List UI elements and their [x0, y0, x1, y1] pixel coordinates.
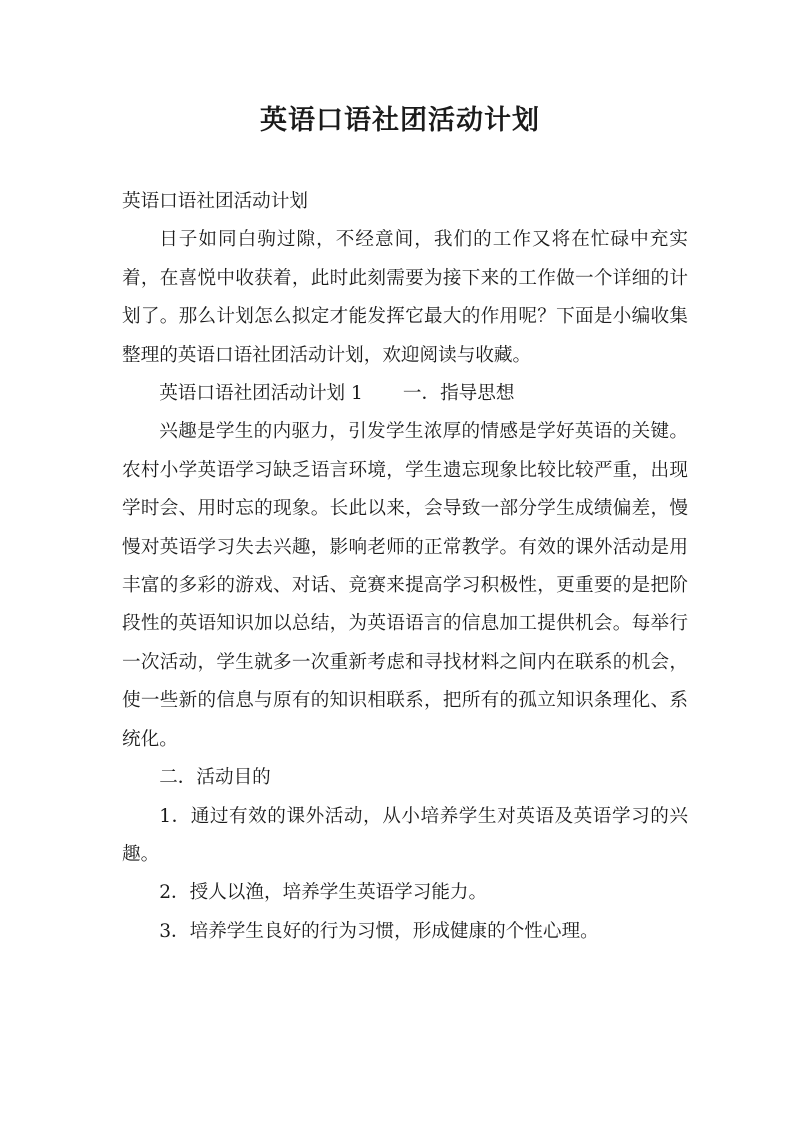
list-item-purpose-2: 2．授人以渔，培养学生英语学习能力。: [159, 882, 488, 904]
section-heading-guiding-ideology: 一．指导思想: [402, 383, 515, 405]
list-item-purpose-1: 1．通过有效的课外活动，从小培养学生对英语及英语学习的兴趣。: [122, 805, 688, 865]
section-heading-purpose: 二．活动目的: [159, 767, 271, 789]
plan-heading-label: 英语口语社团活动计划 1: [159, 383, 363, 405]
document-title: 英语口语社团活动计划: [260, 105, 540, 136]
paragraph-plan-heading: [122, 375, 688, 413]
paragraph-guiding-ideology: 兴趣是学生的内驱力，引发学生浓厚的情感是学好英语的关键。农村小学英语学习缺乏语言环境，学生遗忘现象比较比较严重，出现学时会、用时忘的现象。长此以来，会导致一部分学生成绩偏差，慢慢对英语学习失去兴趣，影响老师的正常教学。有效的课外活动是用丰富的多彩的游戏、对话、竞赛来提高学习积极性，更重要的是把阶段性的英语知识加以总结，为英语语言的信息加工提供机会。每举行一次活动，学生就多一次重新考虑和寻找材料之间内在联系的机会，使一些新的信息与原有的知识相联系，把所有的孤立知识条理化、系统化。: [122, 421, 688, 750]
paragraph-subtitle: 英语口语社团活动计划: [122, 191, 308, 212]
list-item-purpose-3: 3．培养学生良好的行为习惯，形成健康的个性心理。: [159, 920, 599, 942]
document-body: [122, 183, 688, 951]
paragraph-intro: 日子如同白驹过隙，不经意间，我们的工作又将在忙碌中充实着，在喜悦中收获着，此时此刻需要为接下来的工作做一个详细的计划了。那么计划怎么拟定才能发挥它最大的作用呢？下面是小编收集整理的英语口语社团活动计划，欢迎阅读与收藏。: [122, 229, 688, 366]
